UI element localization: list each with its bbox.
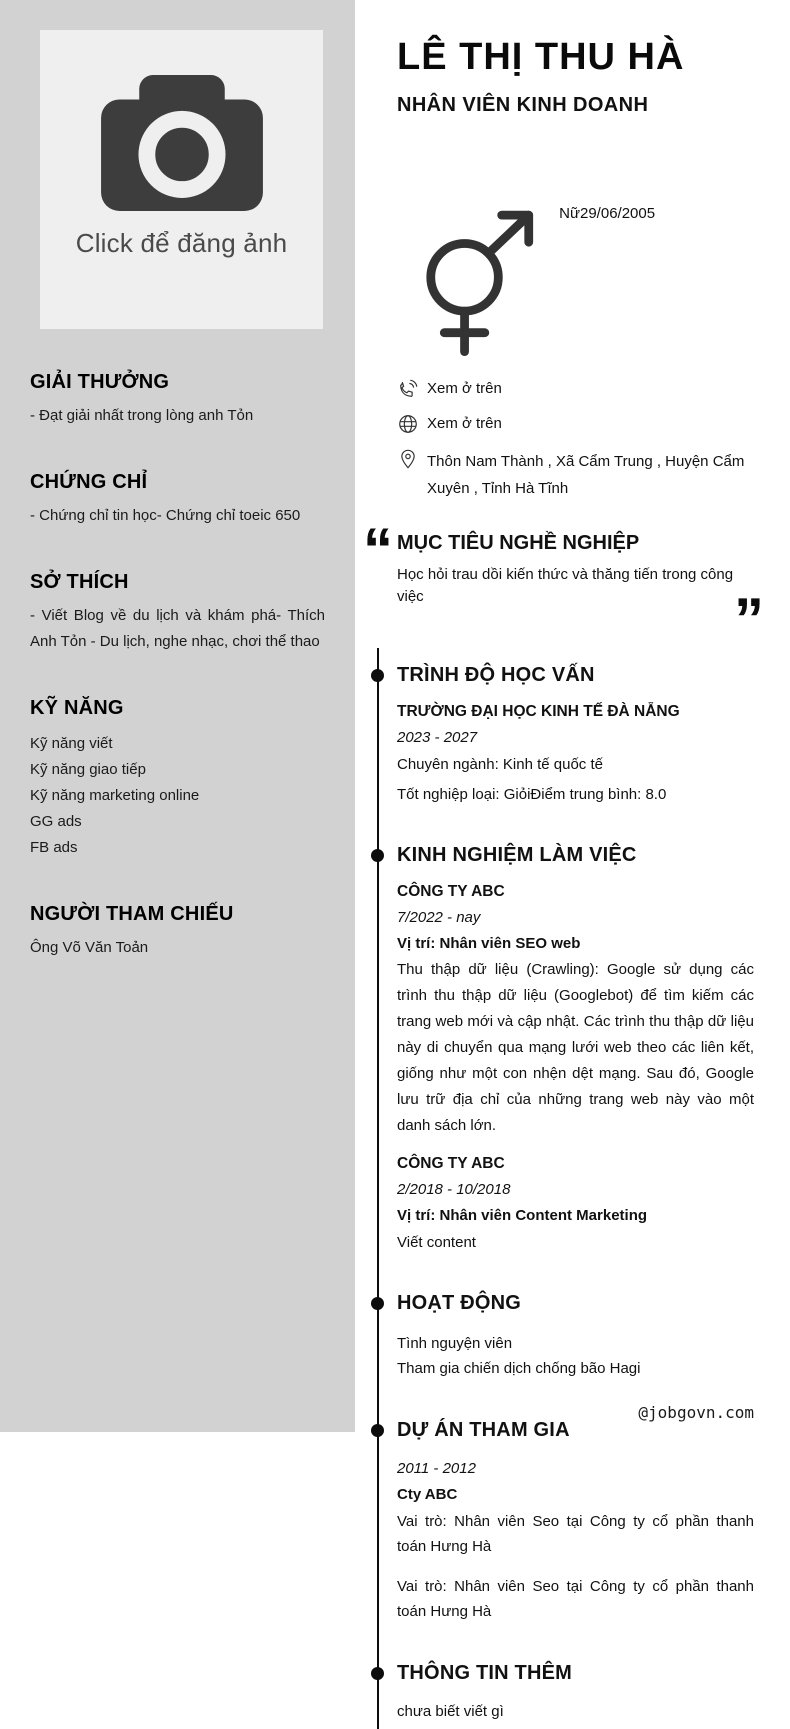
timeline-dot [371,669,384,682]
activity-line: Tình nguyện viên [397,1335,513,1353]
education-period: 2023 - 2027 [397,729,478,747]
job-company: CÔNG TY ABC [397,1155,505,1173]
awards-item: - Đạt giải nhất trong lòng anh Tỏn [30,407,254,424]
timeline [397,664,754,1723]
sidebar-section-skills [30,697,325,861]
sidebar [0,0,355,1432]
sidebar-section-hobbies [30,571,325,655]
sidebar-section-references [30,903,325,961]
experience-job [397,883,754,1139]
section-education [397,664,754,806]
skill-item: FB ads [30,839,78,856]
project-role: Vai trò: Nhân viên Seo tại Công ty cổ phần thanh toán Hưng Hà [397,1513,754,1556]
project-name: Cty ABC [397,1486,458,1504]
reference-item: Ông Võ Văn Toản [30,939,149,956]
activity-line: Tham gia chiến dịch chống bão Hagi [397,1360,641,1378]
certificates-title: CHỨNG CHỈ [30,471,148,493]
references-title: NGƯỜI THAM CHIẾU [30,903,234,925]
activities-body [397,1331,754,1381]
website-field [397,413,754,435]
sidebar-section-awards [30,371,325,429]
sidebar-section-certificates [30,471,325,529]
experience-title: KINH NGHIỆM LÀM VIỆC [397,844,754,867]
gender-value: Nữ [559,205,580,222]
job-position: Vị trí: Nhân viên SEO web [397,935,581,953]
education-grade: Tốt nghiệp loại: GiỏiĐiểm trung bình: 8.0 [397,786,667,804]
location-pin-icon [397,448,419,470]
website-value: Xem ở trên [427,415,502,433]
globe-icon [397,413,419,435]
phone-value: Xem ở trên [427,380,502,398]
timeline-dot [371,849,384,862]
gender-icon [397,203,559,365]
skill-item: GG ads [30,813,82,830]
section-activities [397,1292,754,1381]
skills-list [30,731,325,861]
project-role: Vai trò: Nhân viên Seo tại Công ty cổ phần thanh toán Hưng Hà [397,1578,754,1621]
watermark: @jobgovn.com [638,1403,754,1422]
contact-info [397,203,754,502]
job-description: Viết content [397,1234,476,1252]
activities-title: HOẠT ĐỘNG [397,1292,754,1315]
phone-field [397,378,754,400]
section-objective [363,516,764,654]
skill-item: Kỹ năng marketing online [30,787,200,804]
close-quote-icon: ” [734,586,764,654]
skill-item: Kỹ năng viết [30,735,113,752]
hobbies-item: - Viết Blog về du lịch và khám phá- Thích Anh Tỏn - Du lịch, nghe nhạc, chơi thể thao [30,607,325,650]
timeline-dot [371,1667,384,1680]
timeline-dot [371,1297,384,1310]
project-period: 2011 - 2012 [397,1460,476,1478]
address-value: Thôn Nam Thành , Xã Cẩm Trung , Huyện Cẩm Xuyên , Tỉnh Hà Tĩnh [427,453,745,498]
job-title: NHÂN VIÊN KINH DOANH [397,94,649,116]
section-additional-info [397,1662,754,1723]
projects-title: DỰ ÁN THAM GIA [397,1419,754,1442]
photo-upload-box[interactable] [40,30,323,329]
awards-title: GIẢI THƯỞNG [30,371,170,393]
main-content [355,0,790,1721]
phone-icon [397,378,419,400]
education-title: TRÌNH ĐỘ HỌC VẤN [397,664,754,687]
hobbies-title: SỞ THÍCH [30,571,129,593]
skills-title: KỸ NĂNG [30,697,124,719]
timeline-dot [371,1424,384,1437]
contact-row-gender-birthday [397,203,754,365]
candidate-name: LÊ THỊ THU HÀ [397,36,685,78]
education-major: Chuyên ngành: Kinh tế quốc tế [397,756,603,774]
gender-field [397,203,580,365]
section-projects [397,1419,754,1624]
section-experience [397,844,754,1254]
job-position: Vị trí: Nhân viên Content Marketing [397,1207,648,1225]
job-period: 7/2022 - nay [397,909,481,927]
additional-info-text: chưa biết viết gì [397,1703,504,1721]
objective-text: Học hỏi trau dồi kiến thức và thăng tiến trong công việc [397,566,734,606]
camera-icon [98,72,266,214]
objective-title: MỤC TIÊU NGHỀ NGHIỆP [397,532,640,555]
birthday-field [580,203,655,365]
open-quote-icon: “ [363,516,393,584]
address-field [397,448,754,502]
additional-info-title: THÔNG TIN THÊM [397,1662,754,1685]
job-company: CÔNG TY ABC [397,883,505,901]
education-school: TRƯỜNG ĐẠI HỌC KINH TẾ ĐÀ NẴNG [397,703,680,721]
certificates-item: - Chứng chỉ tin học- Chứng chỉ toeic 650 [30,507,301,524]
job-period: 2/2018 - 10/2018 [397,1181,511,1199]
skill-item: Kỹ năng giao tiếp [30,761,146,778]
job-description: Thu thập dữ liệu (Crawling): Google sử dụng các trình thu thập dữ liệu (Googlebot) để tìm kiếm các trang web mới và cập nhật. Các trình thu thập dữ liệu này di chuyển qua mạng lưới web theo các liên kết, giống như một con nhện dệt mạng. Sau đó, Google lưu trữ địa chỉ của những trang web này vào một danh sách lớn. [397,961,754,1135]
photo-upload-caption: Click để đăng ảnh [75,228,288,258]
experience-job [397,1155,754,1254]
birthday-value: 29/06/2005 [580,205,656,222]
